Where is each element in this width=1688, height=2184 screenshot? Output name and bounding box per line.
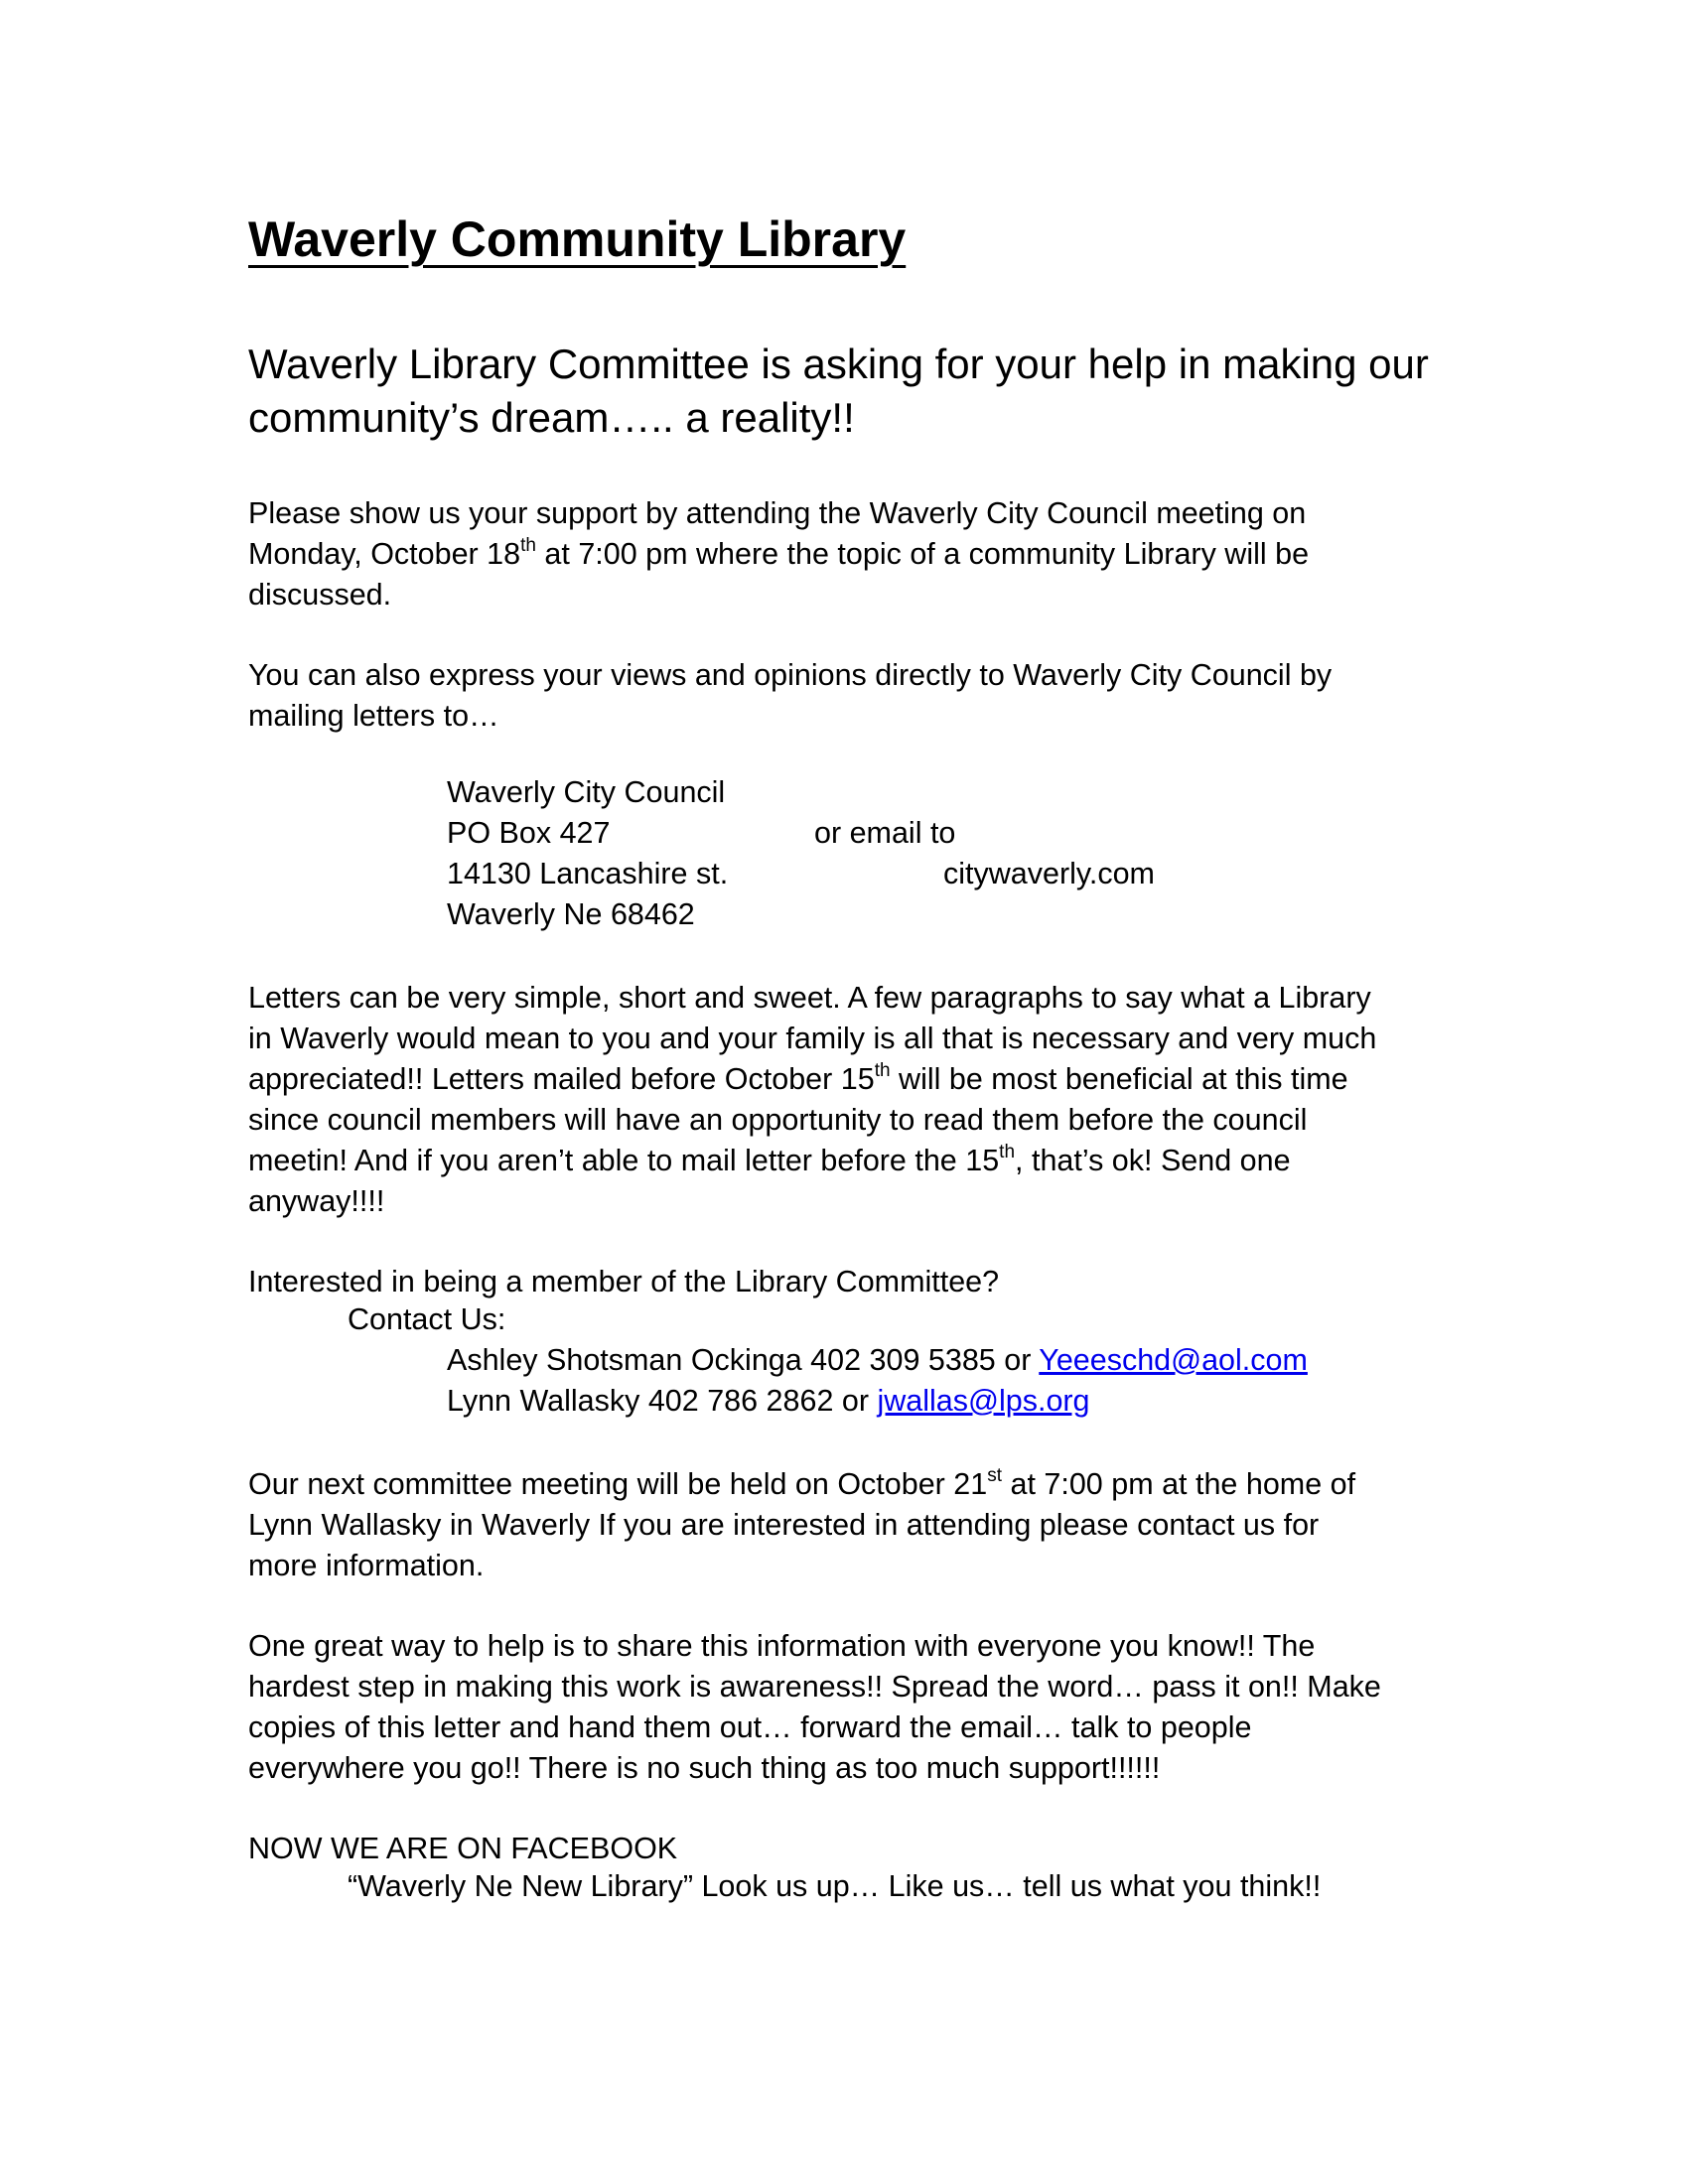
committee-question: Interested in being a member of the Library Committee?	[248, 1265, 1000, 1298]
contact-ashley-text: Ashley Shotsman Ockinga 402 309 5385 or	[447, 1343, 1040, 1377]
p1-ordinal-suffix: th	[520, 535, 536, 556]
email-site: citywaverly.com	[943, 857, 1155, 890]
p5-line-2: hardest step in making this work is awareness!! Spread the word… pass it on!! Make	[248, 1670, 1381, 1704]
p3-ordinal-suffix: th	[874, 1060, 891, 1081]
p3-line-3-start: appreciated!! Letters mailed before October 15	[248, 1062, 875, 1096]
contact-lynn	[447, 1384, 1090, 1419]
p2-line-2: mailing letters to…	[248, 699, 499, 733]
facebook-line: “Waverly Ne New Library” Look us up… Like us… tell us what you think!!	[348, 1869, 1322, 1903]
page-title: Waverly Community Library	[248, 211, 907, 267]
p1-line-2-rest: at 7:00 pm where the topic of a community Library will be	[535, 537, 1310, 571]
subheading-line-2: community’s dream….. a reality!!	[248, 394, 855, 441]
contact-ashley-email-link[interactable]: Yeeeschd@aol.com	[1039, 1343, 1308, 1377]
p3-line-5	[248, 1141, 1291, 1181]
facebook-heading: NOW WE ARE ON FACEBOOK	[248, 1832, 678, 1865]
address-line-3: 14130 Lancashire st.	[447, 857, 729, 890]
p5-line-4: everywhere you go!! There is no such thing as too much support!!!!!!	[248, 1751, 1161, 1785]
contact-label: Contact Us:	[348, 1302, 506, 1336]
p4-line-2: Lynn Wallasky in Waverly If you are interested in attending please contact us for	[248, 1508, 1320, 1542]
p3-line-3-rest: will be most beneficial at this time	[890, 1062, 1348, 1096]
address-line-2: PO Box 427	[447, 816, 611, 850]
p4-ordinal-suffix: st	[987, 1465, 1003, 1486]
p3-ordinal-suffix-2: th	[999, 1142, 1016, 1162]
p3-line-5-start: meetin! And if you aren’t able to mail letter before the 15	[248, 1144, 1000, 1177]
contact-ashley	[447, 1343, 1308, 1378]
p3-line-1: Letters can be very simple, short and sweet. A few paragraphs to say what a Library	[248, 981, 1371, 1015]
or-email-label: or email to	[814, 816, 956, 850]
p4-line-1-start: Our next committee meeting will be held on October 21	[248, 1467, 988, 1501]
p4-line-1	[248, 1464, 1355, 1505]
p1-line-3: discussed.	[248, 578, 392, 612]
p5-line-3: copies of this letter and hand them out… forward the email… talk to people	[248, 1710, 1252, 1744]
address-line-4: Waverly Ne 68462	[447, 897, 695, 931]
p3-line-2: in Waverly would mean to you and your family is all that is necessary and very much	[248, 1022, 1377, 1055]
contact-lynn-text: Lynn Wallasky 402 786 2862 or	[447, 1384, 878, 1418]
p5-line-1: One great way to help is to share this information with everyone you know!! The	[248, 1629, 1316, 1663]
contact-lynn-email-link[interactable]: jwallas@lps.org	[877, 1384, 1090, 1418]
p4-line-3: more information.	[248, 1549, 485, 1582]
p1-date-text: Monday, October 18	[248, 537, 521, 571]
subheading-line-1: Waverly Library Committee is asking for your help in making our	[248, 341, 1429, 387]
p1-line-2	[248, 534, 1309, 575]
p2-line-1: You can also express your views and opinions directly to Waverly City Council by	[248, 658, 1333, 692]
p3-line-4: since council members will have an opportunity to read them before the council	[248, 1103, 1308, 1137]
p3-line-5-rest: , that’s ok! Send one	[1015, 1144, 1291, 1177]
p4-line-1-rest: at 7:00 pm at the home of	[1002, 1467, 1356, 1501]
p3-line-3	[248, 1059, 1348, 1100]
address-line-1: Waverly City Council	[447, 775, 726, 809]
p1-line-1: Please show us your support by attending the Waverly City Council meeting on	[248, 496, 1307, 530]
p3-line-6: anyway!!!!	[248, 1184, 385, 1218]
